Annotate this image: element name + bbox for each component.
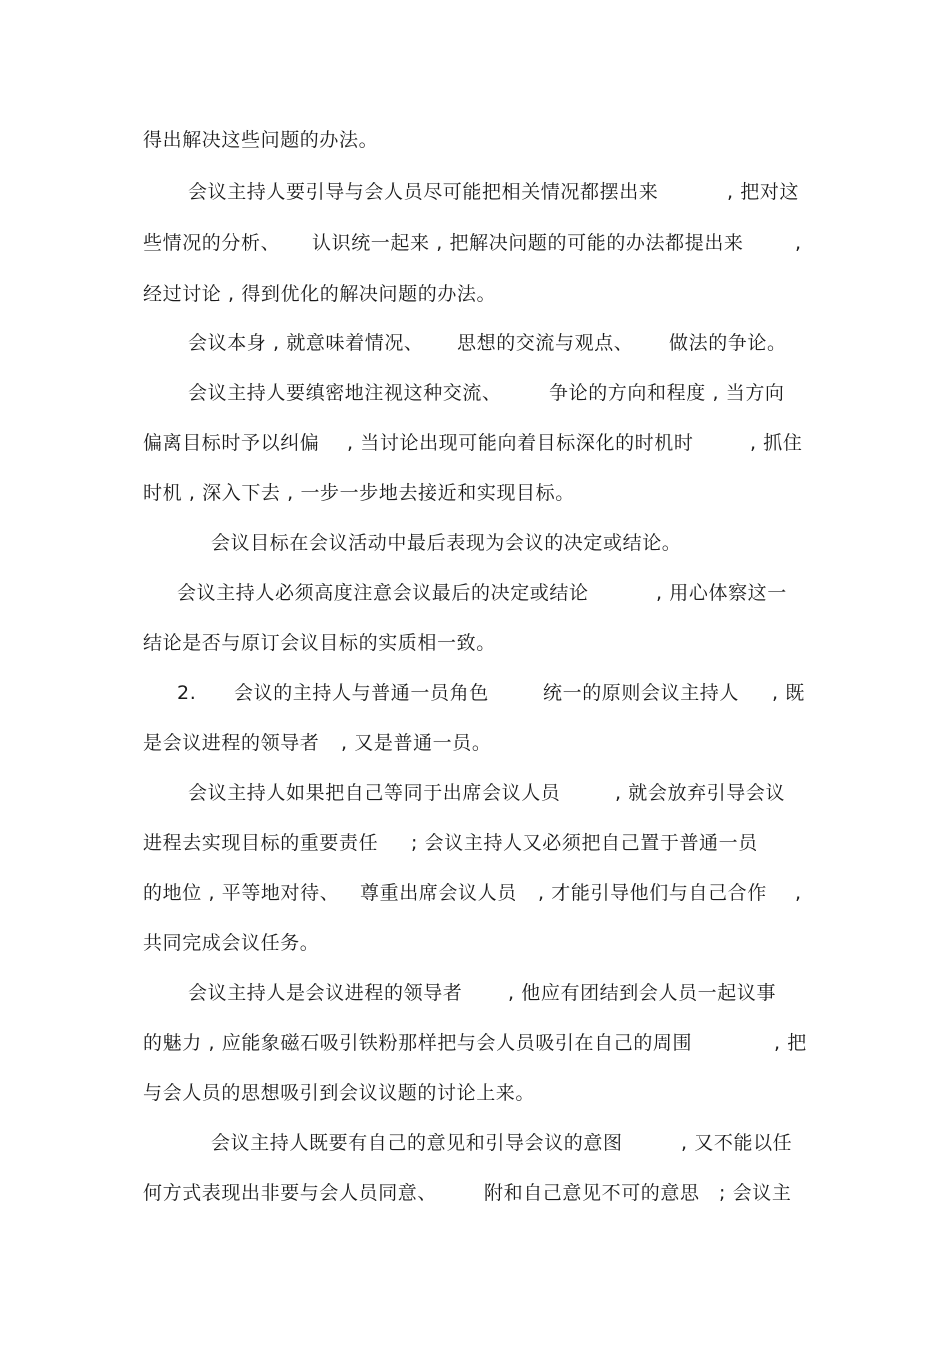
text-line: , 抓住 [750, 432, 803, 454]
text-line: 得出解决这些问题的办法。 [143, 129, 379, 151]
text-line: , [795, 882, 802, 904]
text-line: 是会议进程的领导者 [143, 732, 320, 754]
text-line: 的地位 , 平等地对待、 [143, 882, 340, 904]
text-line: , 又不能以任 [681, 1132, 793, 1154]
text-line: , 用心体察这一 [656, 582, 787, 604]
text-line: , 当讨论出现可能向着目标深化的时机时 [347, 432, 694, 454]
text-line: 2. [177, 682, 197, 704]
text-line: , 既 [772, 682, 805, 704]
text-line: 尊重出席会议人员 [360, 882, 517, 904]
text-line: ; 会议主持人又必须把自己置于普通一员 [411, 832, 758, 854]
text-line: ; 会议主 [719, 1182, 792, 1204]
text-line: 共同完成会议任务。 [143, 932, 320, 954]
text-line: 的魅力 , 应能象磁石吸引铁粉那样把与会人员吸引在自己的周围 [143, 1032, 693, 1054]
text-line: 争论的方向和程度 , 当方向 [549, 382, 785, 404]
text-line: 会议主持人要缜密地注视这种交流、 [188, 382, 502, 404]
text-line: , 把 [774, 1032, 807, 1054]
text-line: 会议的主持人与普通一员角色 [234, 682, 489, 704]
text-line: 会议主持人要引导与会人员尽可能把相关情况都摆出来 [188, 181, 659, 203]
text-line: 经过讨论 , 得到优化的解决问题的办法。 [143, 283, 497, 305]
text-line: 认识统一起来 , 把解决问题的可能的办法都提出来 [312, 232, 744, 254]
text-line: 附和自己意见不可的意思 [484, 1182, 700, 1204]
text-line: 会议主持人如果把自己等同于出席会议人员 [188, 782, 561, 804]
text-line: , 才能引导他们与自己合作 [538, 882, 767, 904]
text-line: 时机 , 深入下去 , 一步一步地去接近和实现目标。 [143, 482, 575, 504]
text-line: , 就会放弃引导会议 [615, 782, 786, 804]
text-line: 思想的交流与观点、 [457, 332, 634, 354]
text-line: 结论是否与原订会议目标的实质相一致。 [143, 632, 496, 654]
text-line: , 他应有团结到会人员一起议事 [508, 982, 777, 1004]
text-line: 会议目标在会议活动中最后表现为会议的决定或结论。 [211, 532, 682, 554]
text-line: , 把对这 [727, 181, 800, 203]
text-line: 会议主持人既要有自己的意见和引导会议的意图 [211, 1132, 623, 1154]
text-line: , [795, 232, 802, 254]
text-line: , 又是普通一员。 [341, 732, 492, 754]
text-line: 何方式表现出非要与会人员同意、 [143, 1182, 438, 1204]
text-line: 与会人员的思想吸引到会议议题的讨论上来。 [143, 1082, 536, 1104]
text-line: 做法的争论。 [669, 332, 787, 354]
text-line: 会议主持人是会议进程的领导者 [188, 982, 463, 1004]
text-line: 进程去实现目标的重要责任 [143, 832, 379, 854]
text-line: 会议本身 , 就意味着情况、 [188, 332, 424, 354]
text-line: 些情况的分析、 [143, 232, 281, 254]
text-line: 会议主持人必须高度注意会议最后的决定或结论 [177, 582, 589, 604]
text-line: 偏离目标时予以纠偏 [143, 432, 320, 454]
text-line: 统一的原则会议主持人 [543, 682, 740, 704]
